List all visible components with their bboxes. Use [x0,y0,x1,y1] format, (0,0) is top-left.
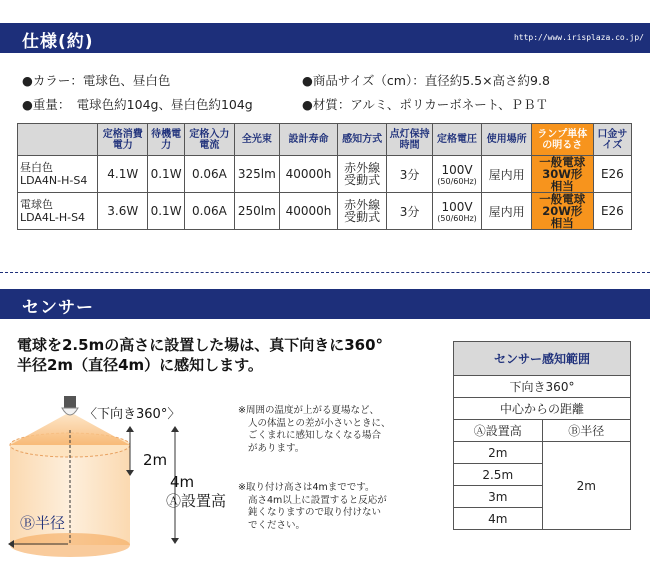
site-url[interactable]: http://www.irisplaza.co.jp/ [513,33,644,42]
power-cell: 4.1W [98,156,148,193]
down-360-label: 〈下向き360°〉 [84,407,181,422]
model-cell [18,156,98,193]
note-temperature-line: ごくまれに感知しなくなる場合 [248,430,382,441]
sensor-header-bar [0,289,650,319]
bulb-icon [62,396,78,415]
current-cell: 0.06A [185,193,235,230]
base-cell: E26 [593,156,631,193]
th-blank [18,124,98,156]
place-cell: 屋内用 [482,156,532,193]
voltage-cell [432,156,482,193]
radius-label: Ⓑ半径 [20,514,66,532]
life-cell: 40000h [280,193,338,230]
sensing-line2: 受動式 [344,173,381,187]
spec-color: ●カラー：電球色、昼白色 [22,73,171,88]
radius-value: 2m [542,442,631,530]
brightness-line2: 20W形 [542,204,583,218]
sensor-description-line2: 半径2m（直径4m）に感知します。 [17,356,263,374]
spec-section-title: 仕様(約) [22,32,94,52]
sensor-table-distance: 中心からの距離 [454,398,631,420]
sensor-range-table [453,341,631,530]
brightness-line3: 相当 [550,179,574,193]
model-color: 昼白色 [20,161,53,174]
note-temperature [238,405,391,455]
spec-header-bar [0,23,650,53]
sensing-cell [337,156,387,193]
spec-size: ●商品サイズ（cm）：直径約5.5×高さ約9.8 [302,73,550,88]
sensing-line2: 受動式 [344,210,381,224]
note-install-line: でください。 [248,519,306,531]
voltage-cell [432,193,482,230]
standby-cell: 0.1W [148,156,185,193]
sensing-cell [337,193,387,230]
frequency-value: (50/60Hz) [437,176,477,186]
height-4m-label: 4m [170,473,195,491]
spec-table-header [18,124,632,156]
note-temperature-line: ※周囲の温度が上がる夏場など、 [238,405,379,416]
brightness-line1: 一般電球 [539,155,586,169]
th-life: 設計寿命 [280,124,338,156]
hold-cell: 3分 [387,193,432,230]
voltage-value: 100V [441,162,473,177]
sensor-description-line1: 電球を2.5mの高さに設置した場は、真下向きに360° [17,336,384,354]
model-color: 電球色 [20,198,53,211]
th-sensing: 感知方式 [337,124,387,156]
spec-material: ●材質：アルミ、ポリカーボネート、ＰＢＴ [302,97,549,112]
voltage-value: 100V [441,199,473,214]
base-cell: E26 [593,193,631,230]
height-value: 3m [454,486,543,508]
spec-table [17,123,632,230]
lumen-cell: 250lm [234,193,279,230]
note-temperature-line: があります。 [248,442,305,454]
brightness-line1: 一般電球 [539,192,586,206]
height-2m-label: 2m [143,451,168,469]
model-cell [18,193,98,230]
sensor-table-title: センサー感知範囲 [454,342,631,376]
note-install-line: 高さ4m以上に設置すると反応が [248,494,387,506]
th-voltage: 定格電圧 [432,124,482,156]
standby-cell: 0.1W [148,193,185,230]
sensor-table-down: 下向き360° [454,376,631,398]
th-power: 定格消費電力 [98,124,148,156]
brightness-line3: 相当 [550,216,574,230]
install-height-label: Ⓐ設置高 [166,492,227,510]
lumen-cell: 325lm [234,156,279,193]
th-current: 定格入力電流 [185,124,235,156]
sensor-col-radius: Ⓑ半径 [542,420,631,442]
table-row [18,156,632,193]
current-cell: 0.06A [185,156,235,193]
life-cell: 40000h [280,156,338,193]
note-temperature-line: 人の体温との差が小さいときに、 [248,417,391,429]
note-install-height [238,482,387,532]
brightness-line2: 30W形 [542,167,583,181]
section-divider [0,272,650,273]
brightness-cell [531,156,593,193]
brightness-cell [531,193,593,230]
hold-cell: 3分 [387,156,432,193]
sensor-section-title: センサー [22,298,94,318]
place-cell: 屋内用 [482,193,532,230]
sensing-line1: 赤外線 [344,161,381,175]
th-place: 使用場所 [482,124,532,156]
height-value: 2.5m [454,464,543,486]
th-lumen: 全光束 [234,124,279,156]
spec-weight: ●重量： 電球色約104g、昼白色約104g [22,97,253,112]
height-value: 4m [454,508,543,530]
th-base: 口金サイズ [593,124,631,156]
note-install-line: 鈍くなりますので取り付けない [248,507,382,518]
sensor-col-height: Ⓐ設置高 [454,420,543,442]
power-cell: 3.6W [98,193,148,230]
model-number: LDA4N-H-S4 [20,174,88,187]
model-number: LDA4L-H-S4 [20,211,86,224]
note-install-line: ※取り付け高さは4mまでです。 [238,482,375,493]
sensor-description [17,335,383,375]
th-hold: 点灯保持時間 [387,124,432,156]
sensing-line1: 赤外線 [344,198,381,212]
th-brightness: ランプ単体の明るさ [531,124,593,156]
th-standby: 待機電力 [148,124,185,156]
table-row [18,193,632,230]
height-value: 2m [454,442,543,464]
frequency-value: (50/60Hz) [437,213,477,223]
